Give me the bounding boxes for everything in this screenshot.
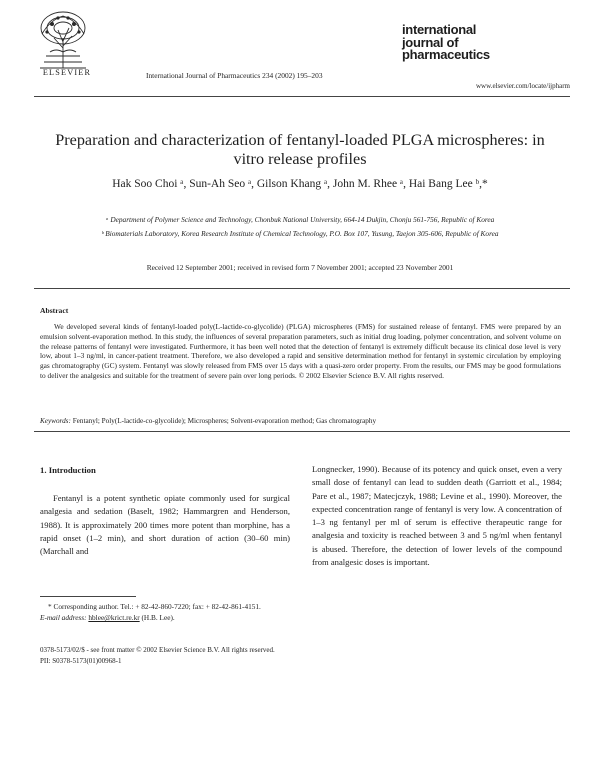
email-link[interactable]: hblee@krict.re.kr [88, 613, 140, 622]
keywords-label: Keywords: [40, 417, 71, 425]
journal-url[interactable]: www.elsevier.com/locate/ijpharm [475, 82, 570, 90]
email-line [40, 612, 290, 623]
pii-line: PII: S0378-5173(01)00968-1 [40, 656, 122, 665]
affiliations [84, 215, 516, 242]
imprint [40, 645, 440, 666]
abstract-text: We developed several kinds of fentanyl-loaded poly(L-lactide-co-glycolide) (PLGA) microspheres (FMS) for sustained release of fentanyl. FMS were prepared by an emulsion solvent-evaporation method. In this study, the influences of several preparation parameters, such as initial drug loading, polymer concentration, and solvent volume on the release patterns of fentanyl were investigated. Furthermore, it has been well noted that the detection of fentanyl is extremely difficult because its clinical dose level is very low, about 1–3 ng/ml, in cancer-patient treatment. Therefore, we also developed a rapid and sensitive determination method for fentanyl in systemic circulation by employing gas chromatography (GC) system. Fentanyl was slowly released from FMS over 15 days with a quasi-zero order property. From the results, our FMS may be good formulations to deliver the analgesics and suitable for the treatment of severe pain over long periods. © 2002 Elsevier Science B.V. All rights reserved. [40, 322, 561, 380]
header-divider [34, 96, 570, 97]
footnote [40, 601, 290, 623]
copyright-line: 0378-5173/02/$ - see front matter © 2002 Elsevier Science B.V. All rights reserved. [40, 646, 275, 654]
corresponding-author-note: * Corresponding author. Tel.: + 82-42-860-7220; fax: + 82-42-861-4151. [48, 602, 261, 611]
email-label: E-mail address: [40, 613, 87, 622]
journal-logo-line-2: journal of [402, 34, 459, 50]
abstract-heading: Abstract [40, 306, 69, 315]
abstract-top-divider [34, 288, 570, 289]
article-title: Preparation and characterization of fentanyl-loaded PLGA microspheres: in vitro release profiles [55, 131, 545, 168]
received-dates: Received 12 September 2001; received in revised form 7 November 2001; accepted 23 November 2001 [146, 263, 454, 272]
journal-citation: International Journal of Pharmaceutics 234 (2002) 195–203 [146, 71, 323, 80]
journal-logo [402, 24, 522, 62]
body-left-column: Fentanyl is a potent synthetic opiate commonly used for surgical analgesia and sedation (Baselt, 1982; Hammargren and Henderson, 1988). It is approximately 200 times more potent than morphine, has a rapid onset (1–2 min), and short duration of action (30–60 min) (Marchall and [40, 493, 290, 557]
email-suffix: (H.B. Lee). [139, 613, 175, 622]
journal-logo-line-3: pharmaceutics [402, 47, 490, 62]
abstract-bottom-divider [34, 431, 570, 432]
affiliation-a: ᵃ Department of Polymer Science and Technology, Chonbuk National University, 664-14 Dukjin, Chonju 561-756, Republic of Korea [105, 215, 495, 224]
body-right-column: Longnecker, 1990). Because of its potency and quick onset, even a very small dose of fentanyl can lead to sudden death (Garriott et al., 1984; Pare et al., 1987; Matecjczyk, 1988; Levine et al., 1990). Moreover, the expected concentration range of fentanyl is very low. A concentration of 1–3 ng fentanyl per ml of serum is effective therapeutic range for analgesia and toxicity is reached between 3 and 5 ng/ml when fentanyl is abused. Therefore, the detection of lower levels of the compound from analgesic doses is important. [312, 464, 562, 568]
keywords [40, 417, 561, 425]
author-list: Hak Soo Choi ᵃ, Sun-Ah Seo ᵃ, Gilson Khang ᵃ, John M. Rhee ᵃ, Hai Bang Lee ᵇ,* [112, 178, 488, 190]
footnote-divider [40, 596, 136, 597]
journal-logo-line-1: international [402, 22, 477, 37]
elsevier-tree-logo [34, 8, 92, 70]
section-heading-introduction: 1. Introduction [40, 465, 96, 475]
publisher-name: ELSEVIER [42, 68, 92, 77]
keywords-list: Fentanyl; Poly(L-lactide-co-glycolide); Microspheres; Solvent-evaporation method; Gas chromatography [70, 417, 377, 425]
affiliation-b: ᵇ Biomaterials Laboratory, Korea Research Institute of Chemical Technology, P.O. Box 107, Yusung, Taejon 305-606, Republic of Korea [101, 228, 499, 238]
